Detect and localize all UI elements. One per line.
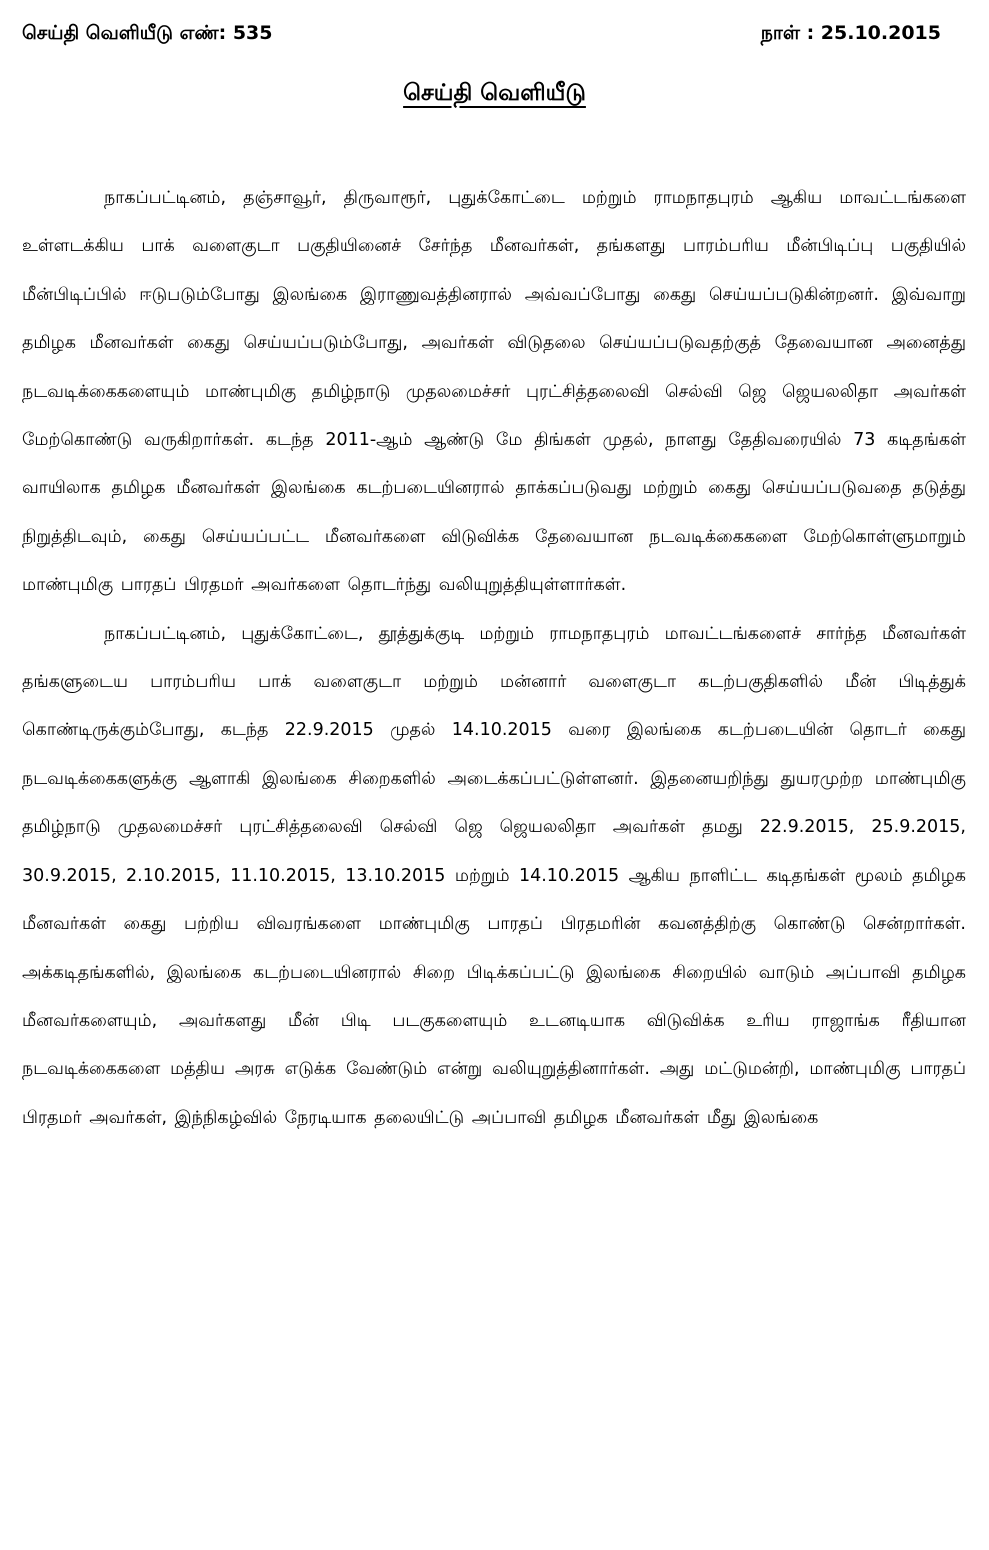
paragraph-1: நாகப்பட்டினம், தஞ்சாவூர், திருவாரூர், புதுக்கோட்டை மற்றும் ராமநாதபுரம் ஆகிய மாவட்டங்களை உள்ளடக்கிய பாக் வளைகுடா பகுதியினைச் சேர்ந்த மீனவர்கள், தங்களது பாரம்பரிய மீன்பிடிப்பு பகுதியில் மீன்பிடிப்பில் ஈடுபடும்போது இலங்கை இராணுவத்தினரால் அவ்வப்போது கைது செய்யப்படுகின்றனர். இவ்வாறு தமிழக மீனவர்கள் கைது செய்யப்படும்போது, அவர்கள் விடுதலை செய்யப்படுவதற்குத் தேவையான அனைத்து நடவடிக்கைகளையும் மாண்புமிகு தமிழ்நாடு முதலமைச்சர் புரட்சித்தலைவி செல்வி ஜெ ஜெயலலிதா அவர்கள் மேற்கொண்டு வருகிறார்கள். கடந்த 2011-ஆம் ஆண்டு மே திங்கள் முதல், நாளது தேதிவரையில் 73 கடிதங்கள் வாயிலாக தமிழக மீனவர்கள் இலங்கை கடற்படையினரால் தாக்கப்படுவது மற்றும் கைது செய்யப்படுவதை தடுத்து நிறுத்திடவும், கைது செய்யப்பட்ட மீனவர்களை விடுவிக்க தேவையான நடவடிக்கைகளை மேற்கொள்ளுமாறும் மாண்புமிகு பாரதப் பிரதமர் அவர்களை தொடர்ந்து வலியுறுத்தியுள்ளார்கள். — [22, 188, 966, 596]
document-body — [22, 174, 966, 1142]
document-title: செய்தி வெளியீடு — [403, 80, 586, 106]
release-number: செய்தி வெளியீடு எண்: 535 — [22, 22, 273, 44]
paragraph-2: நாகப்பட்டினம், புதுக்கோட்டை, தூத்துக்குடி மற்றும் ராமநாதபுரம் மாவட்டங்களைச் சார்ந்த மீனவர்கள் தங்களுடைய பாரம்பரிய பாக் வளைகுடா மற்றும் மன்னார் வளைகுடா கடற்பகுதிகளில் மீன் பிடித்துக் கொண்டிருக்கும்போது, கடந்த 22.9.2015 முதல் 14.10.2015 வரை இலங்கை கடற்படையின் தொடர் கைது நடவடிக்கைகளுக்கு ஆளாகி இலங்கை சிறைகளில் அடைக்கப்பட்டுள்ளனர். இதனையறிந்து துயரமுற்ற மாண்புமிகு தமிழ்நாடு முதலமைச்சர் புரட்சித்தலைவி செல்வி ஜெ ஜெயலலிதா அவர்கள் தமது 22.9.2015, 25.9.2015, 30.9.2015, 2.10.2015, 11.10.2015, 13.10.2015 மற்றும் 14.10.2015 ஆகிய நாளிட்ட கடிதங்கள் மூலம் தமிழக மீனவர்கள் கைது பற்றிய விவரங்களை மாண்புமிகு பாரதப் பிரதமரின் கவனத்திற்கு கொண்டு சென்றார்கள். அக்கடிதங்களில், இலங்கை கடற்படையினரால் சிறை பிடிக்கப்பட்டு இலங்கை சிறையில் வாடும் அப்பாவி தமிழக மீனவர்களையும், அவர்களது மீன் பிடி படகுகளையும் உடனடியாக விடுவிக்க உரிய ராஜாங்க ரீதியான நடவடிக்கைகளை மத்திய அரசு எடுக்க வேண்டும் என்று வலியுறுத்தினார்கள். அது மட்டுமன்றி, மாண்புமிகு பாரதப் பிரதமர் அவர்கள், இந்நிகழ்வில் நேரடியாக தலையிட்டு அப்பாவி தமிழக மீனவர்கள் மீது இலங்கை — [22, 623, 966, 1128]
release-date: நாள் : 25.10.2015 — [760, 22, 941, 44]
document-header — [22, 22, 941, 56]
